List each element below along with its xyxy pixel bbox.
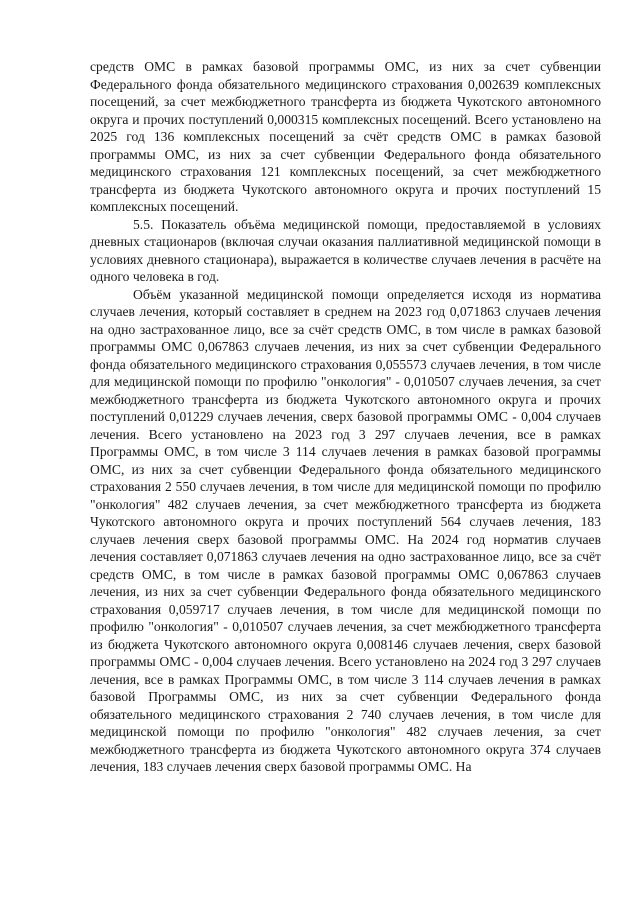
paragraph-continuation: средств ОМС в рамках базовой программы ОМС, из них за счет субвенции Федерального фонда обязательного медицинского страхования 0,002639 комплексных посещений, за счет межбюджетного трансферта из бюджета Чукотского автономного округа и прочих поступлений 0,000315 комплексных посещений. Всего установлено на 2025 год 136 комплексных посещений за счёт средств ОМС в рамках базовой программы ОМС, из них за счет субвенции Федерального фонда обязательного медицинского страхования 121 комплексных посещений, за счет межбюджетного трансферта из бюджета Чукотского автономного округа и прочих поступлений 15 комплексных посещений. [90, 59, 601, 214]
paragraph-volume-details: Объём указанной медицинской помощи определяется исходя из норматива случаев лечения, который составляет в среднем на 2023 год 0,071863 случаев лечения на одно застрахованное лицо, все за счёт средств ОМС, в том числе в рамках базовой программы ОМС 0,067863 случаев лечения, из них за счет субвенции Федерального фонда обязательного медицинского страхования 0,055573 случаев лечения, в том числе для медицинской помощи по профилю "онкология" - 0,010507 случаев лечения, за счет межбюджетного трансферта из бюджета Чукотского автономного округа и прочих поступлений 0,01229 случаев лечения, сверх базовой программы ОМС - 0,004 случаев лечения. Всего установлено на 2023 год 3 297 случаев лечения, все в рамках Программы ОМС, в том числе 3 114 случаев лечения в рамках базовой программы ОМС, из них за счет субвенции Федерального фонда обязательного медицинского страхования 2 550 случаев лечения, в том числе для медицинской помощи по профилю "онкология" 482 случаев лечения, за счет межбюджетного трансферта из бюджета Чукотского автономного округа и прочих поступлений 564 случаев лечения, 183 случаев лечения сверх базовой программы ОМС. На 2024 год норматив случаев лечения составляет 0,071863 случаев лечения на одно застрахованное лицо, все за счёт средств ОМС, в том числе в рамках базовой программы ОМС 0,067863 случаев лечения, из них за счет субвенции Федерального фонда обязательного медицинского страхования 0,059717 случаев лечения, в том числе для медицинской помощи по профилю "онкология" - 0,010507 случаев лечения, за счет межбюджетного трансферта из бюджета Чукотского автономного округа 0,008146 случаев лечения, сверх базовой программы ОМС - 0,004 случаев лечения. Всего установлено на 2024 год 3 297 случаев лечения, все в рамках Программы ОМС, в том числе 3 114 случаев лечения в рамках базовой Программы ОМС, из них за счет субвенции Федерального фонда обязательного медицинского страхования 2 740 случаев лечения, в том числе для медицинской помощи по профилю "онкология" 482 случаев лечения, за счет межбюджетного трансферта из бюджета Чукотского автономного округа 374 случаев лечения, 183 случаев лечения сверх базовой программы ОМС. На [90, 286, 601, 774]
paragraph-section-5-5: 5.5. Показатель объёма медицинской помощи, предоставляемой в условиях дневных стационаров (включая случаи оказания паллиативной медицинской помощи в условиях дневного стационара), выражается в количестве случаев лечения в расчёте на одного человека в год. [90, 216, 601, 284]
document-body [90, 58, 601, 776]
